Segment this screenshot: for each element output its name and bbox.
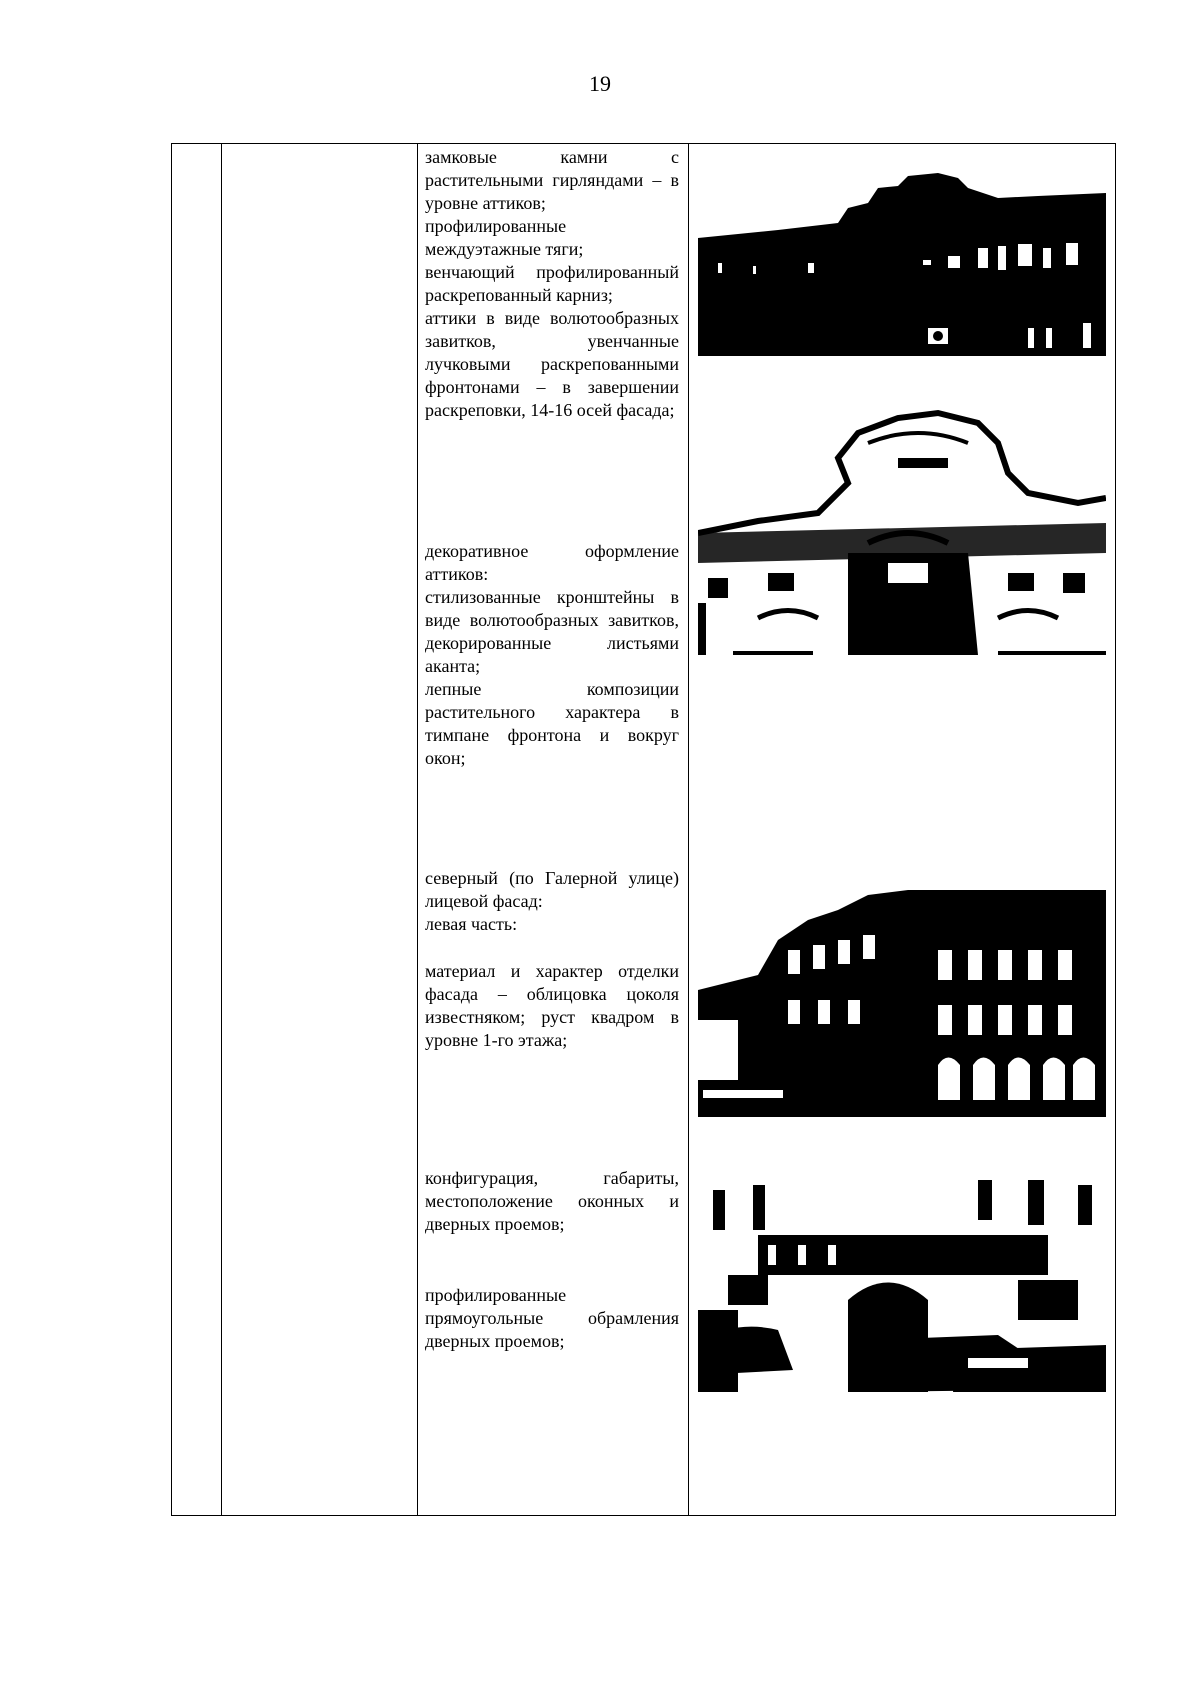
text-line: конфигурация, габариты, местоположение оконных и дверных проемов; bbox=[425, 1168, 679, 1234]
text-line: аттики в виде волютообразных завитков, увенчанные лучковыми раскрепованными фронтонами – в завершении раскреповки, 14-16 осей фасада; bbox=[425, 308, 679, 420]
text-line: левая часть: bbox=[425, 914, 518, 934]
text-block-3 bbox=[425, 867, 679, 936]
text-line: материал и характер отделки фасада – облицовка цоколя известняком; руст квадром в уровне 1-го этажа; bbox=[425, 961, 679, 1050]
text-line: замковые камни с растительными гирляндами – в уровне аттиков; bbox=[425, 147, 679, 213]
column-divider-1 bbox=[221, 144, 222, 1515]
text-block-5 bbox=[425, 1167, 679, 1236]
column-divider-2 bbox=[417, 144, 418, 1515]
facade-photo-attic-top bbox=[698, 168, 1106, 356]
text-line: северный (по Галерной улице) лицевой фасад: bbox=[425, 868, 679, 911]
text-line: профилированные междуэтажные тяги; bbox=[425, 216, 584, 259]
text-line: венчающий профилированный раскрепованный карниз; bbox=[425, 262, 679, 305]
text-line: стилизованные кронштейны в виде волютообразных завитков, декорированные листьями аканта; bbox=[425, 587, 679, 676]
text-block-4 bbox=[425, 960, 679, 1052]
text-block-2 bbox=[425, 540, 679, 770]
text-line: лепные композиции растительного характера в тимпане фронтона и вокруг окон; bbox=[425, 679, 679, 768]
column-divider-3 bbox=[688, 144, 689, 1515]
facade-photo-attic-decor bbox=[698, 403, 1106, 655]
text-line: профилированные прямоугольные обрамления дверных проемов; bbox=[425, 1285, 679, 1351]
text-block-6 bbox=[425, 1284, 679, 1353]
text-block-1 bbox=[425, 146, 679, 422]
facade-photo-north-left bbox=[698, 890, 1106, 1117]
facade-photo-door-openings bbox=[698, 1170, 1106, 1392]
page-number: 19 bbox=[589, 71, 611, 96]
text-line: декоративное оформление аттиков: bbox=[425, 541, 679, 584]
